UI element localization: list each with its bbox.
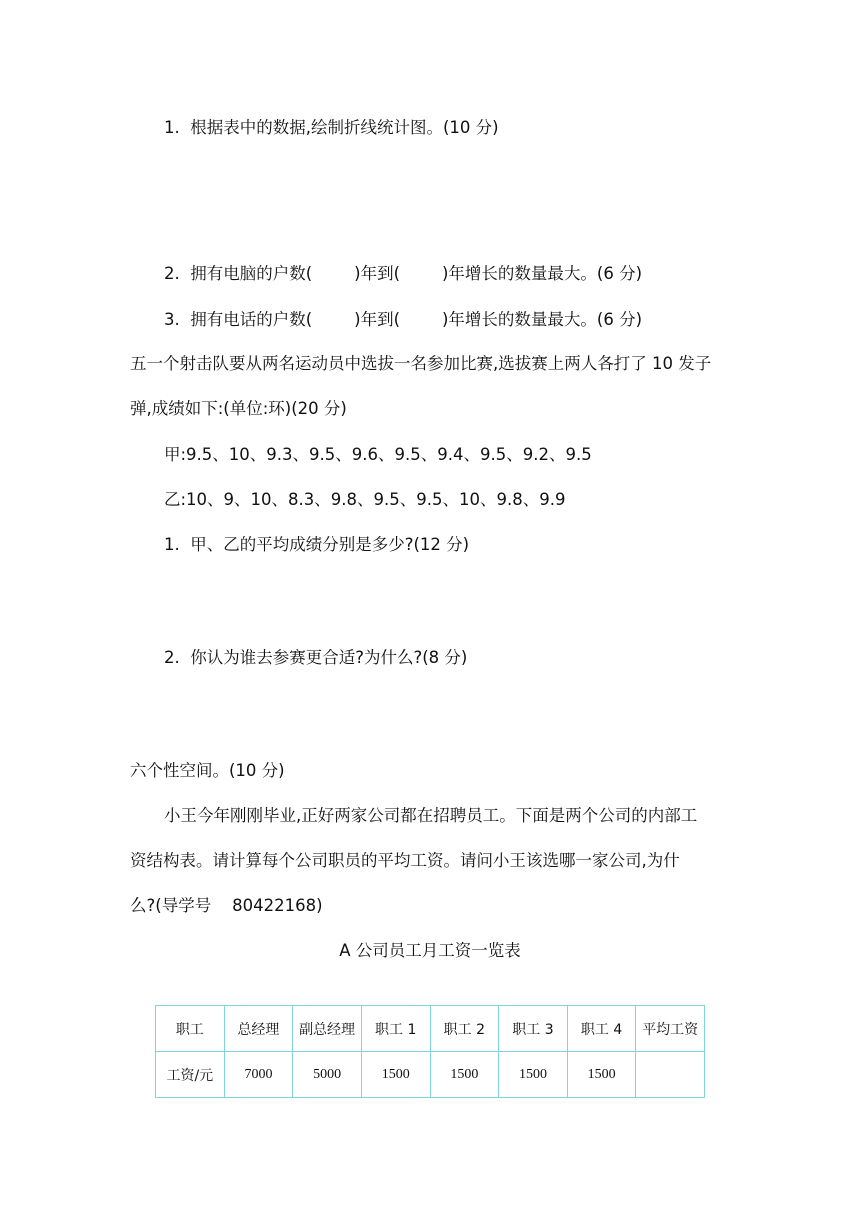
jia-scores: 甲:9.5、10、9.3、9.5、9.6、9.5、9.4、9.5、9.2、9.5 xyxy=(164,445,592,464)
question-5-3: 3. 拥有电话的户数( )年到( )年增长的数量最大。(6 分) xyxy=(164,310,643,329)
header-cell: 职工 4 xyxy=(567,1006,636,1052)
question-6-2: 2. 你认为谁去参赛更合适?为什么?(8 分) xyxy=(164,648,468,667)
header-cell: 职工 3 xyxy=(499,1006,568,1052)
header-cell: 职工 2 xyxy=(430,1006,499,1052)
yi-scores: 乙:10、9、10、8.3、9.8、9.5、9.5、10、9.8、9.9 xyxy=(164,490,566,509)
header-cell: 职工 xyxy=(156,1006,225,1052)
section-7-para-line-1: 小王今年刚刚毕业,正好两家公司都在招聘员工。下面是两个公司的内部工 xyxy=(164,806,698,825)
value-cell: 1500 xyxy=(499,1052,568,1098)
section-6-intro-line-1: 五一个射击队要从两名运动员中选拔一名参加比赛,选拔赛上两人各打了 10 发子 xyxy=(130,354,712,373)
header-cell: 职工 1 xyxy=(361,1006,430,1052)
header-cell: 总经理 xyxy=(224,1006,293,1052)
value-cell: 7000 xyxy=(224,1052,293,1098)
table-row xyxy=(156,1052,705,1098)
header-cell: 平均工资 xyxy=(636,1006,705,1052)
section-7-para-line-2: 资结构表。请计算每个公司职员的平均工资。请问小王该选哪一家公司,为什 xyxy=(130,851,680,870)
header-cell: 副总经理 xyxy=(293,1006,362,1052)
table-header-row xyxy=(156,1006,705,1052)
value-cell: 5000 xyxy=(293,1052,362,1098)
question-5-1: 1. 根据表中的数据,绘制折线统计图。(10 分) xyxy=(164,118,499,137)
question-5-2: 2. 拥有电脑的户数( )年到( )年增长的数量最大。(6 分) xyxy=(164,264,643,283)
value-cell: 1500 xyxy=(361,1052,430,1098)
average-salary-cell xyxy=(636,1052,705,1098)
table-title: A 公司员工月工资一览表 xyxy=(339,941,521,960)
question-6-1: 1. 甲、乙的平均成绩分别是多少?(12 分) xyxy=(164,535,470,554)
section-7-title: 六个性空间。(10 分) xyxy=(130,761,285,780)
value-cell: 1500 xyxy=(567,1052,636,1098)
salary-table xyxy=(155,1005,705,1098)
value-cell: 1500 xyxy=(430,1052,499,1098)
section-6-intro-line-2: 弹,成绩如下:(单位:环)(20 分) xyxy=(130,399,347,418)
section-7-para-line-3: 么?(导学号 80422168) xyxy=(130,896,323,915)
value-cell: 工资/元 xyxy=(156,1052,225,1098)
